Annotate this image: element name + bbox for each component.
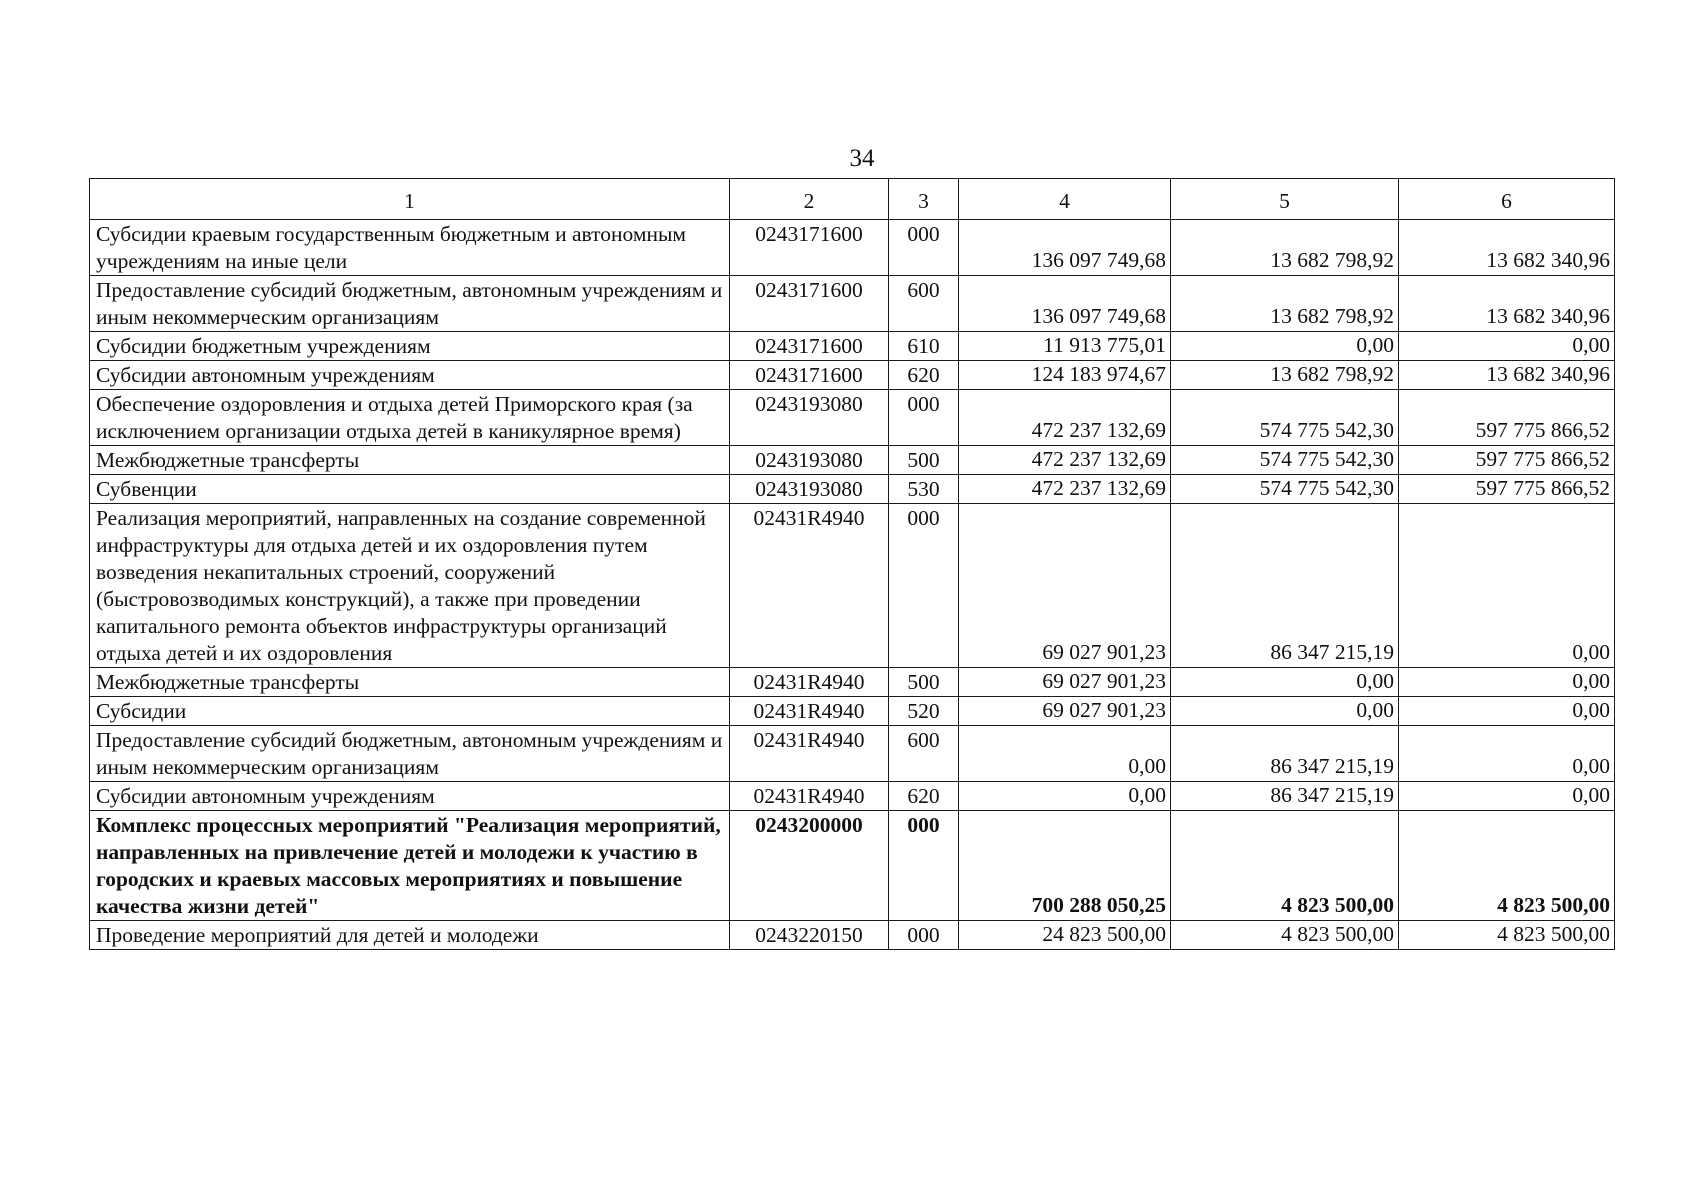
table-row	[90, 668, 1615, 697]
table-row	[90, 332, 1615, 361]
table-row	[90, 361, 1615, 390]
row-kvr: 000	[889, 811, 959, 921]
row-amount-col4: 124 183 974,67	[959, 361, 1171, 390]
table-row	[90, 782, 1615, 811]
row-code: 0243171600	[730, 220, 889, 276]
row-amount-col4: 69 027 901,23	[959, 697, 1171, 726]
table-row	[90, 475, 1615, 504]
page-number: 34	[849, 145, 875, 172]
row-kvr: 000	[889, 390, 959, 446]
table-row	[90, 446, 1615, 475]
table-body	[90, 220, 1615, 950]
header-col-6: 6	[1399, 179, 1615, 220]
row-amount-col4: 11 913 775,01	[959, 332, 1171, 361]
row-amount-col6: 4 823 500,00	[1399, 811, 1615, 921]
row-code: 0243171600	[730, 332, 889, 361]
row-amount-col6: 4 823 500,00	[1399, 921, 1615, 950]
budget-table	[89, 178, 1615, 950]
row-amount-col5: 86 347 215,19	[1171, 782, 1399, 811]
row-kvr: 520	[889, 697, 959, 726]
row-name: Проведение мероприятий для детей и молодежи	[90, 921, 730, 950]
row-amount-col6: 0,00	[1399, 504, 1615, 668]
row-kvr: 000	[889, 921, 959, 950]
row-kvr: 500	[889, 446, 959, 475]
row-code: 0243200000	[730, 811, 889, 921]
row-name: Предоставление субсидий бюджетным, автономным учреждениям и иным некоммерческим организациям	[90, 276, 730, 332]
row-kvr: 530	[889, 475, 959, 504]
header-col-5: 5	[1171, 179, 1399, 220]
row-code: 0243193080	[730, 475, 889, 504]
row-code: 02431R4940	[730, 726, 889, 782]
row-amount-col6: 0,00	[1399, 726, 1615, 782]
row-name: Субсидии автономным учреждениям	[90, 361, 730, 390]
row-amount-col5: 574 775 542,30	[1171, 390, 1399, 446]
row-amount-col6: 597 775 866,52	[1399, 446, 1615, 475]
table-row	[90, 220, 1615, 276]
row-amount-col6: 0,00	[1399, 782, 1615, 811]
row-amount-col5: 86 347 215,19	[1171, 504, 1399, 668]
row-amount-col4: 136 097 749,68	[959, 276, 1171, 332]
row-name: Реализация мероприятий, направленных на создание современной инфраструктуры для отдыха детей и их оздоровления путем возведения некапитальных строений, сооружений (быстровозводимых конструкций), а также при проведении капитального ремонта объектов инфраструктуры организаций отдыха детей и их оздоровления	[90, 504, 730, 668]
row-amount-col6: 13 682 340,96	[1399, 361, 1615, 390]
row-name: Субвенции	[90, 475, 730, 504]
header-col-4: 4	[959, 179, 1171, 220]
row-kvr: 600	[889, 276, 959, 332]
row-amount-col5: 13 682 798,92	[1171, 220, 1399, 276]
row-amount-col4: 69 027 901,23	[959, 668, 1171, 697]
row-name: Субсидии автономным учреждениям	[90, 782, 730, 811]
row-kvr: 620	[889, 361, 959, 390]
row-amount-col6: 597 775 866,52	[1399, 475, 1615, 504]
header-row	[90, 179, 1615, 220]
row-amount-col5: 574 775 542,30	[1171, 475, 1399, 504]
table-row	[90, 697, 1615, 726]
row-amount-col5: 13 682 798,92	[1171, 361, 1399, 390]
row-code: 02431R4940	[730, 504, 889, 668]
row-kvr: 610	[889, 332, 959, 361]
row-amount-col5: 13 682 798,92	[1171, 276, 1399, 332]
row-amount-col4: 472 237 132,69	[959, 446, 1171, 475]
row-code: 0243220150	[730, 921, 889, 950]
row-name: Комплекс процессных мероприятий "Реализация мероприятий, направленных на привлечение детей и молодежи к участию в городских и краевых массовых мероприятиях и повышение качества жизни детей"	[90, 811, 730, 921]
row-amount-col4: 24 823 500,00	[959, 921, 1171, 950]
header-col-3: 3	[889, 179, 959, 220]
row-code: 0243171600	[730, 276, 889, 332]
row-name: Субсидии бюджетным учреждениям	[90, 332, 730, 361]
row-name: Обеспечение оздоровления и отдыха детей Приморского края (за исключением организации отдыха детей в каникулярное время)	[90, 390, 730, 446]
row-amount-col5: 0,00	[1171, 668, 1399, 697]
row-amount-col4: 472 237 132,69	[959, 475, 1171, 504]
row-amount-col5: 4 823 500,00	[1171, 921, 1399, 950]
row-amount-col4: 136 097 749,68	[959, 220, 1171, 276]
header-col-1: 1	[90, 179, 730, 220]
row-name: Субсидии краевым государственным бюджетным и автономным учреждениям на иные цели	[90, 220, 730, 276]
row-kvr: 600	[889, 726, 959, 782]
row-code: 02431R4940	[730, 668, 889, 697]
row-kvr: 000	[889, 220, 959, 276]
row-code: 0243171600	[730, 361, 889, 390]
row-amount-col4: 69 027 901,23	[959, 504, 1171, 668]
table-row	[90, 504, 1615, 668]
row-name: Предоставление субсидий бюджетным, автономным учреждениям и иным некоммерческим организациям	[90, 726, 730, 782]
row-code: 02431R4940	[730, 697, 889, 726]
row-name: Межбюджетные трансферты	[90, 446, 730, 475]
row-code: 02431R4940	[730, 782, 889, 811]
row-amount-col5: 574 775 542,30	[1171, 446, 1399, 475]
row-kvr: 000	[889, 504, 959, 668]
row-amount-col4: 0,00	[959, 782, 1171, 811]
row-amount-col5: 0,00	[1171, 697, 1399, 726]
table-row	[90, 276, 1615, 332]
row-amount-col6: 0,00	[1399, 332, 1615, 361]
row-amount-col6: 0,00	[1399, 697, 1615, 726]
table-row	[90, 390, 1615, 446]
row-amount-col5: 4 823 500,00	[1171, 811, 1399, 921]
row-name: Межбюджетные трансферты	[90, 668, 730, 697]
row-amount-col6: 13 682 340,96	[1399, 220, 1615, 276]
row-amount-col4: 700 288 050,25	[959, 811, 1171, 921]
row-amount-col4: 472 237 132,69	[959, 390, 1171, 446]
row-kvr: 500	[889, 668, 959, 697]
row-code: 0243193080	[730, 446, 889, 475]
table-row	[90, 811, 1615, 921]
row-amount-col6: 597 775 866,52	[1399, 390, 1615, 446]
row-amount-col6: 13 682 340,96	[1399, 276, 1615, 332]
table-row	[90, 921, 1615, 950]
row-amount-col4: 0,00	[959, 726, 1171, 782]
row-name: Субсидии	[90, 697, 730, 726]
header-col-2: 2	[730, 179, 889, 220]
row-kvr: 620	[889, 782, 959, 811]
table-row	[90, 726, 1615, 782]
row-amount-col6: 0,00	[1399, 668, 1615, 697]
row-amount-col5: 0,00	[1171, 332, 1399, 361]
row-code: 0243193080	[730, 390, 889, 446]
row-amount-col5: 86 347 215,19	[1171, 726, 1399, 782]
